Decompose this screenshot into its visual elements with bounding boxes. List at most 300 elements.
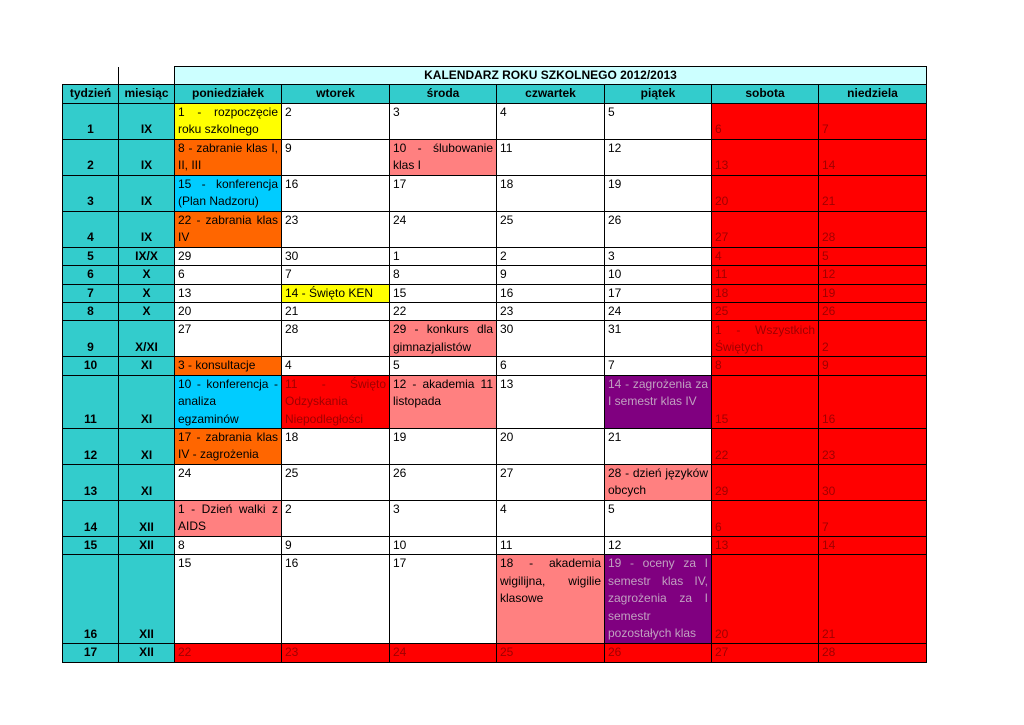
day-cell-monday: [175, 465, 282, 501]
week-number: 15: [63, 537, 119, 555]
day-cell-wednesday: [390, 501, 497, 537]
calendar-title: KALENDARZ ROKU SZKOLNEGO 2012/2013: [175, 67, 927, 85]
day-text: 29: [715, 483, 729, 498]
day-cell-friday: [605, 375, 712, 428]
week-row: [63, 303, 927, 321]
day-cell-thursday: [497, 266, 605, 284]
day-text: 3: [393, 104, 400, 119]
week-number: 5: [63, 247, 119, 265]
month-label: X/XI: [119, 321, 175, 357]
day-text: 11: [715, 267, 728, 282]
day-cell-tuesday: [282, 429, 390, 465]
day-text: 30: [285, 248, 299, 263]
day-cell-sunday: [819, 357, 927, 375]
day-text: 3: [393, 502, 400, 517]
day-text: 27: [500, 466, 514, 481]
day-text: 22: [178, 645, 192, 660]
day-cell-sunday: [819, 465, 927, 501]
day-text: 4: [285, 358, 292, 373]
week-row: [63, 465, 927, 501]
day-text: 4: [500, 502, 507, 517]
day-cell-monday: [175, 644, 282, 662]
day-text: 11: [500, 538, 513, 553]
day-text: 2: [500, 248, 507, 263]
month-label: XI: [119, 465, 175, 501]
day-cell-saturday: [712, 247, 819, 265]
month-label: XII: [119, 555, 175, 644]
day-text: 13: [715, 538, 729, 553]
day-text: 28: [822, 645, 836, 660]
month-label: XII: [119, 501, 175, 537]
day-text: 25: [500, 645, 514, 660]
day-text: 9: [285, 538, 292, 553]
day-cell-sunday: [819, 501, 927, 537]
day-text: 12: [608, 538, 622, 553]
day-cell-sunday: [819, 284, 927, 302]
day-cell-wednesday: [390, 211, 497, 247]
day-text: 23: [500, 304, 514, 319]
day-text: 10 - ślubowanie klas I: [393, 140, 493, 173]
week-number: 9: [63, 321, 119, 357]
day-cell-monday: [175, 321, 282, 357]
day-cell-tuesday: [282, 139, 390, 175]
day-text: 6: [178, 267, 185, 282]
day-text: 24: [393, 645, 407, 660]
header-saturday: sobota: [712, 85, 819, 103]
week-number: 4: [63, 211, 119, 247]
day-text: 16: [822, 411, 836, 426]
month-label: IX: [119, 211, 175, 247]
week-row: [63, 211, 927, 247]
month-label: X: [119, 284, 175, 302]
day-text: 3 - konsultacje: [178, 358, 256, 373]
day-text: 13: [178, 285, 192, 300]
day-cell-wednesday: [390, 247, 497, 265]
day-text: 16: [285, 556, 299, 571]
day-text: 20: [715, 194, 729, 209]
month-label: XI: [119, 357, 175, 375]
day-text: 27: [178, 322, 192, 337]
day-cell-sunday: [819, 247, 927, 265]
day-text: 20: [178, 304, 192, 319]
day-text: 31: [608, 322, 622, 337]
day-text: 7: [608, 358, 615, 373]
day-cell-monday: [175, 139, 282, 175]
day-cell-tuesday: [282, 555, 390, 644]
week-number: 17: [63, 644, 119, 662]
day-cell-saturday: [712, 284, 819, 302]
day-text: 26: [608, 645, 622, 660]
day-cell-thursday: [497, 555, 605, 644]
day-text: 18 - akademia wigilijna, wigilie klasowe: [500, 556, 601, 606]
day-text: 13: [500, 376, 514, 391]
day-cell-thursday: [497, 375, 605, 428]
month-label: X: [119, 303, 175, 321]
day-cell-saturday: [712, 644, 819, 662]
day-text: 6: [715, 519, 722, 534]
day-text: 29 - konkurs dla gimnazjalistów: [393, 322, 493, 354]
day-text: 2: [285, 502, 292, 517]
day-text: 26: [608, 212, 622, 227]
day-cell-wednesday: [390, 266, 497, 284]
week-number: 10: [63, 357, 119, 375]
day-cell-saturday: [712, 175, 819, 211]
week-number: 13: [63, 465, 119, 501]
day-cell-thursday: [497, 175, 605, 211]
day-cell-wednesday: [390, 465, 497, 501]
day-text: 23: [822, 447, 836, 462]
day-text: 28: [285, 322, 299, 337]
day-cell-monday: [175, 429, 282, 465]
day-text: 19: [608, 176, 622, 191]
day-text: 1 - Dzień walki z AIDS: [178, 502, 278, 534]
day-text: 21: [822, 627, 836, 642]
day-text: 17: [393, 556, 407, 571]
day-text: 10: [393, 538, 407, 553]
day-cell-sunday: [819, 139, 927, 175]
day-cell-tuesday: [282, 465, 390, 501]
blank-corner: [119, 67, 175, 85]
day-cell-sunday: [819, 555, 927, 644]
day-text: 25: [285, 466, 299, 481]
day-text: 23: [285, 645, 299, 660]
week-row: [63, 644, 927, 662]
day-cell-saturday: [712, 211, 819, 247]
day-text: 14: [822, 158, 836, 173]
day-cell-saturday: [712, 429, 819, 465]
week-number: 3: [63, 175, 119, 211]
day-text: 22 - zabrania klas IV: [178, 212, 278, 245]
day-text: 29: [178, 248, 192, 263]
day-text: 8 - zabranie klas I, II, III: [178, 140, 278, 173]
day-cell-thursday: [497, 501, 605, 537]
day-cell-sunday: [819, 175, 927, 211]
day-cell-friday: [605, 321, 712, 357]
day-text: 22: [393, 304, 407, 319]
week-number: 16: [63, 555, 119, 644]
day-cell-thursday: [497, 644, 605, 662]
week-number: 7: [63, 284, 119, 302]
day-text: 28: [822, 230, 836, 245]
day-cell-friday: [605, 211, 712, 247]
header-monday: poniedziałek: [175, 85, 282, 103]
week-row: [63, 357, 927, 375]
day-cell-wednesday: [390, 375, 497, 428]
day-text: 20: [500, 430, 514, 445]
header-tuesday: wtorek: [282, 85, 390, 103]
day-cell-wednesday: [390, 303, 497, 321]
day-text: 26: [822, 304, 836, 319]
day-cell-tuesday: [282, 247, 390, 265]
month-label: XI: [119, 429, 175, 465]
day-text: 14: [822, 538, 836, 553]
day-cell-thursday: [497, 321, 605, 357]
day-text: 12: [608, 140, 622, 155]
day-text: 14 - Święto KEN: [285, 285, 374, 300]
day-cell-monday: [175, 303, 282, 321]
header-month: miesiąc: [119, 85, 175, 103]
day-cell-thursday: [497, 429, 605, 465]
day-cell-thursday: [497, 211, 605, 247]
day-cell-monday: [175, 247, 282, 265]
day-cell-tuesday: [282, 644, 390, 662]
day-cell-monday: [175, 103, 282, 139]
day-text: 19: [822, 285, 836, 300]
day-cell-sunday: [819, 429, 927, 465]
week-row: [63, 175, 927, 211]
week-number: 12: [63, 429, 119, 465]
month-label: XII: [119, 537, 175, 555]
month-label: IX: [119, 139, 175, 175]
day-cell-sunday: [819, 644, 927, 662]
week-number: 14: [63, 501, 119, 537]
day-text: 18: [500, 176, 514, 191]
day-text: 10: [608, 267, 622, 282]
week-number: 11: [63, 375, 119, 428]
day-cell-saturday: [712, 139, 819, 175]
day-cell-monday: [175, 537, 282, 555]
day-cell-tuesday: [282, 284, 390, 302]
day-cell-wednesday: [390, 321, 497, 357]
day-text: 6: [715, 122, 722, 137]
day-cell-sunday: [819, 303, 927, 321]
day-text: 16: [285, 176, 299, 191]
day-text: 1 - rozpoczęcie roku szkolnego: [178, 104, 278, 137]
day-text: 1: [393, 248, 400, 263]
week-row: [63, 429, 927, 465]
day-text: 1 - Wszystkich Świętych: [715, 322, 815, 355]
day-text: 19: [393, 430, 407, 445]
week-row: [63, 501, 927, 537]
day-text: 7: [285, 267, 292, 282]
day-cell-wednesday: [390, 537, 497, 555]
day-cell-wednesday: [390, 429, 497, 465]
day-text: 15: [393, 285, 407, 300]
day-text: 5: [608, 104, 615, 119]
day-cell-wednesday: [390, 357, 497, 375]
day-text: 5: [822, 248, 829, 263]
day-cell-monday: [175, 211, 282, 247]
day-cell-friday: [605, 644, 712, 662]
calendar-body: [63, 103, 927, 662]
day-text: 15 - konferencja (Plan Nadzoru): [178, 176, 278, 209]
day-cell-friday: [605, 429, 712, 465]
day-text: 13: [715, 158, 729, 173]
day-cell-sunday: [819, 103, 927, 139]
month-label: X: [119, 266, 175, 284]
day-text: 2: [822, 340, 829, 355]
day-cell-saturday: [712, 555, 819, 644]
month-label: XII: [119, 644, 175, 662]
day-cell-monday: [175, 175, 282, 211]
day-text: 8: [178, 538, 185, 553]
week-row: [63, 247, 927, 265]
day-text: 21: [822, 194, 836, 209]
day-cell-thursday: [497, 247, 605, 265]
month-label: XI: [119, 375, 175, 428]
day-text: 8: [715, 358, 722, 373]
day-text: 5: [608, 502, 615, 517]
header-friday: piątek: [605, 85, 712, 103]
day-cell-friday: [605, 247, 712, 265]
day-text: 25: [500, 212, 514, 227]
day-cell-tuesday: [282, 375, 390, 428]
day-text: 9: [285, 140, 292, 155]
day-cell-thursday: [497, 537, 605, 555]
week-number: 8: [63, 303, 119, 321]
day-text: 14 - zagrożenia za I semestr klas IV: [608, 376, 708, 409]
month-label: IX: [119, 175, 175, 211]
day-text: 20: [715, 627, 729, 642]
day-text: 17: [393, 176, 407, 191]
day-cell-tuesday: [282, 321, 390, 357]
day-text: 26: [393, 466, 407, 481]
day-text: 27: [715, 230, 729, 245]
day-cell-saturday: [712, 266, 819, 284]
month-label: IX: [119, 103, 175, 139]
day-text: 15: [178, 556, 192, 571]
day-cell-thursday: [497, 465, 605, 501]
day-text: 12 - akademia 11 listopada: [393, 376, 493, 409]
day-cell-friday: [605, 284, 712, 302]
day-text: 2: [285, 104, 292, 119]
week-row: [63, 537, 927, 555]
header-week: tydzień: [63, 85, 119, 103]
day-cell-tuesday: [282, 537, 390, 555]
day-cell-friday: [605, 357, 712, 375]
day-text: 23: [285, 212, 299, 227]
day-text: 9: [500, 267, 507, 282]
day-cell-tuesday: [282, 103, 390, 139]
day-cell-thursday: [497, 303, 605, 321]
day-cell-monday: [175, 501, 282, 537]
day-text: 16: [500, 285, 514, 300]
week-row: [63, 266, 927, 284]
day-cell-monday: [175, 357, 282, 375]
day-cell-saturday: [712, 537, 819, 555]
day-text: 30: [822, 483, 836, 498]
day-cell-tuesday: [282, 303, 390, 321]
header-sunday: niedziela: [819, 85, 927, 103]
header-row: [63, 85, 927, 103]
day-cell-friday: [605, 555, 712, 644]
day-cell-saturday: [712, 303, 819, 321]
header-thursday: czwartek: [497, 85, 605, 103]
day-text: 11 - Święto Odzyskania Niepodległości: [285, 376, 386, 426]
day-cell-wednesday: [390, 555, 497, 644]
day-cell-thursday: [497, 139, 605, 175]
week-row: [63, 284, 927, 302]
week-row: [63, 321, 927, 357]
day-cell-friday: [605, 175, 712, 211]
day-cell-thursday: [497, 103, 605, 139]
day-cell-tuesday: [282, 501, 390, 537]
day-text: 24: [393, 212, 407, 227]
day-cell-friday: [605, 537, 712, 555]
day-cell-wednesday: [390, 175, 497, 211]
day-cell-wednesday: [390, 644, 497, 662]
day-cell-saturday: [712, 465, 819, 501]
day-text: 28 - dzień języków obcych: [608, 466, 708, 498]
day-text: 25: [715, 304, 729, 319]
day-text: 21: [285, 304, 299, 319]
day-text: 21: [608, 430, 622, 445]
day-cell-friday: [605, 103, 712, 139]
day-text: 6: [500, 358, 507, 373]
week-number: 6: [63, 266, 119, 284]
day-text: 19 - oceny za I semestr klas IV, zagrożenia za I semestr pozostałych klas: [608, 556, 708, 641]
day-cell-tuesday: [282, 357, 390, 375]
day-text: 11: [500, 140, 513, 155]
day-text: 7: [822, 122, 829, 137]
header-wednesday: środa: [390, 85, 497, 103]
day-cell-thursday: [497, 357, 605, 375]
month-label: IX/X: [119, 247, 175, 265]
day-cell-monday: [175, 284, 282, 302]
day-text: 12: [822, 267, 836, 282]
day-cell-sunday: [819, 375, 927, 428]
day-cell-saturday: [712, 375, 819, 428]
day-cell-wednesday: [390, 103, 497, 139]
day-cell-monday: [175, 555, 282, 644]
day-text: 10 - konferencja - analiza egzaminów: [178, 376, 278, 426]
day-cell-saturday: [712, 103, 819, 139]
day-cell-saturday: [712, 321, 819, 357]
day-cell-sunday: [819, 321, 927, 357]
day-text: 24: [178, 466, 192, 481]
day-cell-friday: [605, 501, 712, 537]
week-row: [63, 139, 927, 175]
day-cell-tuesday: [282, 266, 390, 284]
day-cell-sunday: [819, 211, 927, 247]
day-text: 3: [608, 248, 615, 263]
day-cell-tuesday: [282, 211, 390, 247]
day-cell-sunday: [819, 537, 927, 555]
day-cell-sunday: [819, 266, 927, 284]
day-cell-thursday: [497, 284, 605, 302]
day-text: 9: [822, 358, 829, 373]
day-text: 15: [715, 411, 729, 426]
day-cell-friday: [605, 465, 712, 501]
day-text: 4: [500, 104, 507, 119]
day-text: 5: [393, 358, 400, 373]
day-text: 27: [715, 645, 729, 660]
day-cell-friday: [605, 303, 712, 321]
school-calendar-table: [62, 66, 927, 663]
day-text: 17: [608, 285, 622, 300]
week-number: 1: [63, 103, 119, 139]
day-cell-monday: [175, 375, 282, 428]
week-row: [63, 375, 927, 428]
day-text: 18: [285, 430, 299, 445]
day-text: 17 - zabrania klas IV - zagrożenia: [178, 430, 278, 462]
day-cell-monday: [175, 266, 282, 284]
day-cell-saturday: [712, 501, 819, 537]
blank-corner: [63, 67, 119, 85]
day-cell-saturday: [712, 357, 819, 375]
day-cell-tuesday: [282, 175, 390, 211]
day-text: 4: [715, 248, 722, 263]
week-row: [63, 555, 927, 644]
day-text: 7: [822, 519, 829, 534]
day-cell-friday: [605, 266, 712, 284]
day-text: 30: [500, 322, 514, 337]
day-text: 18: [715, 285, 729, 300]
day-text: 22: [715, 447, 729, 462]
week-row: [63, 103, 927, 139]
day-text: 24: [608, 304, 622, 319]
day-cell-wednesday: [390, 284, 497, 302]
